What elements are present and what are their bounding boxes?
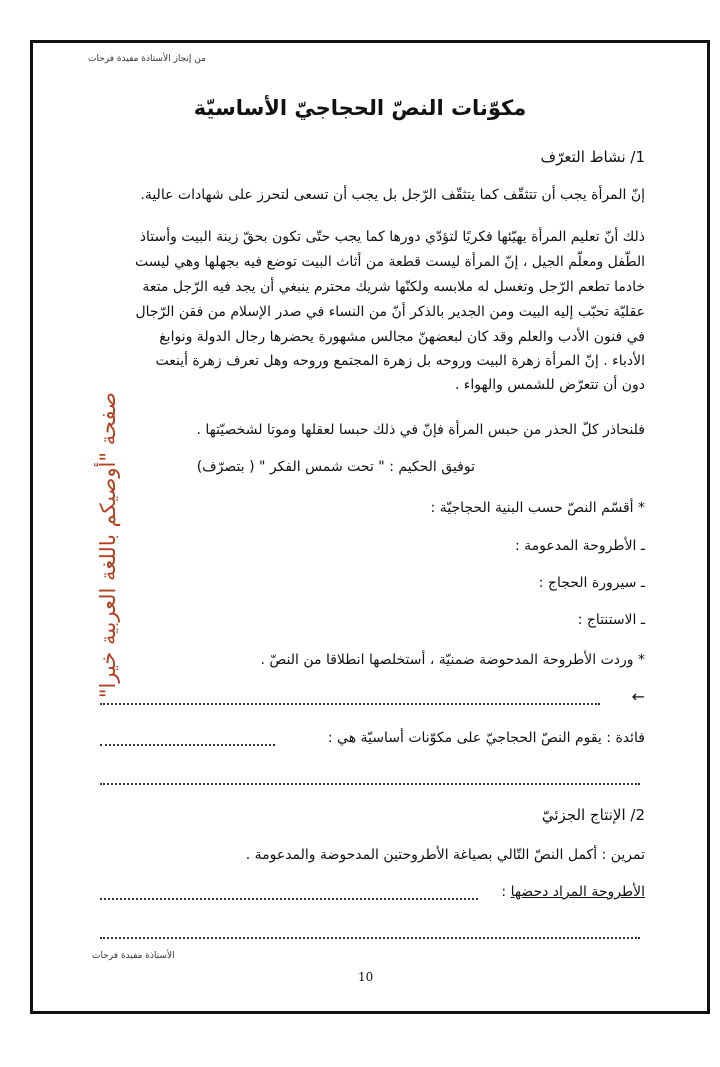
refuted-thesis-label-text: الأطروحة المراد دحضها (510, 884, 645, 900)
watermark: صفحة "أوصيكم باللغة العربية خيرا" (96, 392, 120, 699)
paragraph-2-line: الطّفل ومعلّم الجيل ، إنّ المرأة ليست قطعة من أثاث البيت توضع فيه بجهلها وهي ليست (134, 254, 645, 270)
section1-heading: 1/ نشاط التعرّف (540, 148, 645, 166)
note-text: فائدة : يقوم النصّ الحجاجيّ على مكوّنات أساسيّة هي : (327, 730, 645, 746)
refuted-thesis-label (501, 882, 645, 902)
question-1-item: ـ سيرورة الحجاج : (538, 575, 645, 591)
paragraph-2-line: ذلك أنّ تعليم المرأة يهيّئها فكريًا لتؤدّي دورها كما يجب حتّى تكون بحقّ زينة البيت وأستاذ (139, 229, 645, 245)
paragraph-2-line: الأدباء . إنّ المرأة زهرة البيت وروحه بل زهرة المجتمع وروحه وهل تعرف زهرة أينعت (155, 353, 645, 369)
colon: : (501, 884, 511, 900)
paragraph-1: إنّ المرأة يجب أن تتثقّف كما يتثقّف الرّجل بل يجب أن تسعى لتحرز على شهادات عالية. (140, 187, 645, 203)
question-1: * أقسّم النصّ حسب البنية الحجاجيّة : (430, 500, 645, 516)
question-1-item: ـ الاستنتاج : (577, 612, 645, 628)
header-credit: من إنجاز الأستاذة مفيدة فرحات (88, 54, 206, 64)
answer-line[interactable] (100, 703, 600, 705)
question-2: * وردت الأطروحة المدحوضة ضمنيّة ، أستخلصها انطلاقا من النصّ . (260, 652, 645, 668)
paragraph-2-line: في فنون الأدب والعلم وقد كان لبعضهنّ مجالس مشهورة يحضرها رجال الدولة ونوابغ (159, 329, 645, 345)
section2-heading: 2/ الإنتاج الجزئيّ (541, 806, 645, 824)
source-citation: توفيق الحكيم : " تحت شمس الفكر " ( بتصرّف) (196, 459, 475, 475)
answer-line[interactable] (100, 898, 478, 900)
answer-line[interactable] (100, 744, 275, 746)
answer-line[interactable] (100, 783, 640, 785)
paragraph-3: فلنحاذر كلّ الحذر من حبس المرأة فإنّ في ذلك حبسا لعقلها وموتا لشخصيّتها . (196, 422, 645, 438)
exercise-text: تمرين : أكمل النصّ التّالي بصياغة الأطروحتين المدحوضة والمدعومة . (245, 847, 645, 863)
paragraph-2-line: عقليّة تحبّب إليه البيت ومن الجدير بالذكر أنّ من النساء في صدر الإسلام من فقن الرّجال (135, 304, 645, 320)
question-1-item: ـ الأطروحة المدعومة : (514, 538, 645, 554)
answer-line[interactable] (100, 937, 640, 939)
page-number: 10 (358, 970, 374, 984)
page-title: مكوّنات النصّ الحجاجيّ الأساسيّة (193, 96, 527, 120)
arrow-icon: ← (631, 687, 645, 706)
footer-credit: الأستاذة مفيدة فرحات (92, 951, 175, 961)
paragraph-2-line: دون أن تتعرّض للشمس والهواء . (454, 377, 645, 393)
paragraph-2-line: خادما تطعم الرّجل وتغسل له ملابسه ولكنّها شريك محترم ينبغي أن يجد فيه الرّجل متعة (142, 279, 645, 295)
